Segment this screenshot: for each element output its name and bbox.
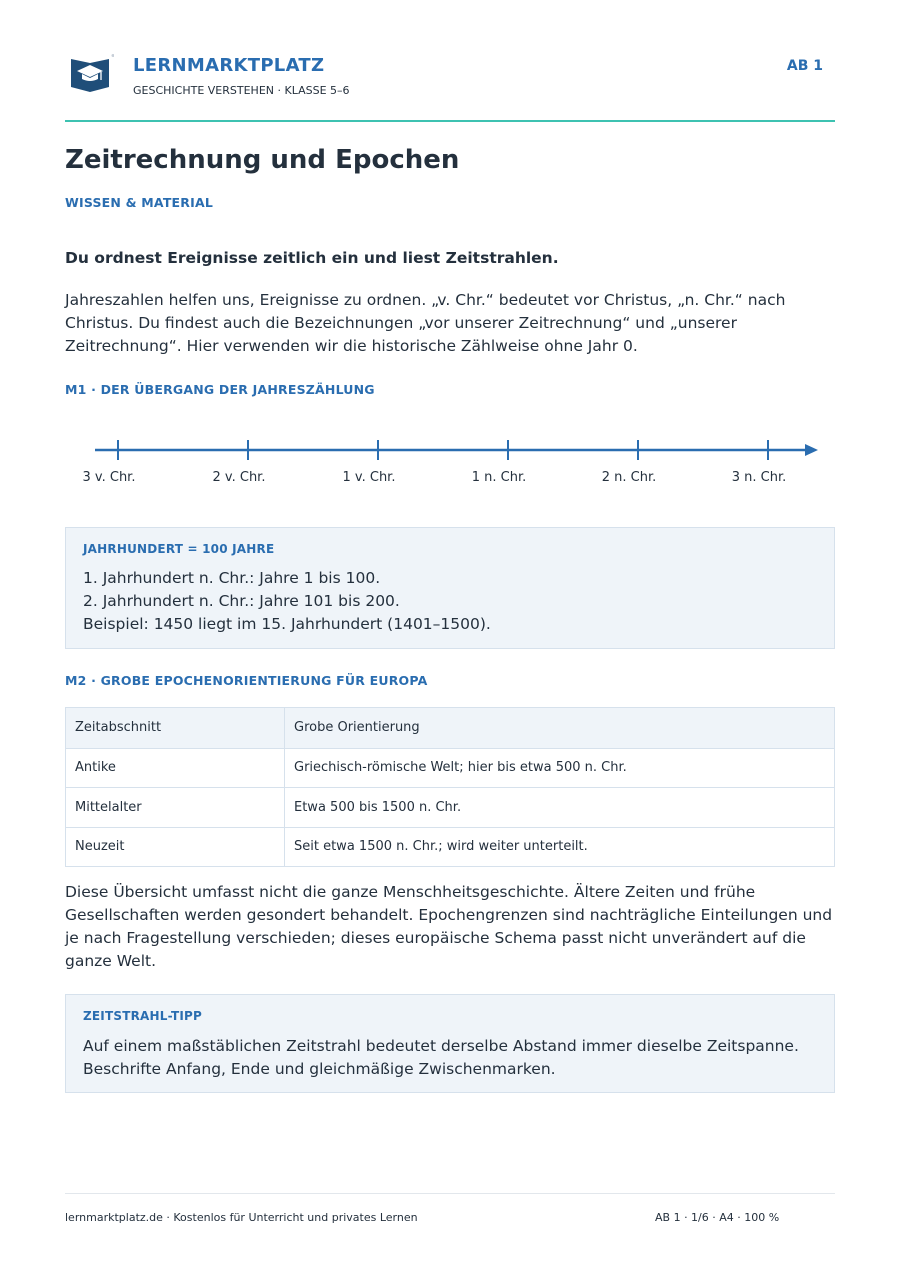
timeline-arrow-icon (805, 444, 818, 456)
brand-name: LERNMARKTPLATZ (133, 55, 325, 76)
sheet-number: AB 1 (786, 58, 823, 74)
century-box (65, 527, 835, 649)
table-cell: Neuzeit (66, 828, 285, 867)
m2-heading: M2 · GROBE EPOCHENORIENTIERUNG FÜR EUROPA (65, 673, 428, 688)
timeline-tick-label: 2 v. Chr. (212, 470, 266, 485)
section-kicker: WISSEN & MATERIAL (65, 195, 214, 210)
footer-website: lernmarktplatz.de · Kostenlos für Unterricht und privates Lernen (65, 1211, 418, 1224)
timeline-tick-label: 2 n. Chr. (601, 470, 657, 485)
table-cell: Griechisch-römische Welt; hier bis etwa 500 n. Chr. (294, 760, 627, 776)
table-row (66, 827, 834, 867)
epoch-table (65, 707, 835, 867)
century-box-heading: JAHRHUNDERT = 100 JAHRE (83, 542, 275, 556)
tip-box-line: Beschrifte Anfang, Ende und gleichmäßige Zwischenmarken. (83, 1060, 556, 1078)
timeline-tick-label: 3 v. Chr. (82, 470, 136, 485)
timeline (65, 430, 835, 490)
table-cell: Antike (66, 749, 285, 788)
timeline-tick-label: 1 n. Chr. (471, 470, 527, 485)
table-header-cell: Zeitabschnitt (66, 708, 285, 748)
table-cell: Mittelalter (66, 788, 285, 827)
learning-goal: Du ordnest Ereignisse zeitlich ein und liest Zeitstrahlen. (65, 249, 559, 267)
table-cell: Etwa 500 bis 1500 n. Chr. (294, 799, 462, 815)
table-header-row (66, 708, 834, 748)
table-header-cell: Grobe Orientierung (294, 720, 420, 736)
footer-divider (65, 1193, 835, 1194)
table-row (66, 748, 834, 788)
page-title: Zeitrechnung und Epochen (65, 145, 460, 175)
page-header (65, 50, 835, 100)
table-row (66, 787, 834, 827)
footer-page-info: AB 1 · 1/6 · A4 · 100 % (655, 1211, 780, 1224)
table-cell: Seit etwa 1500 n. Chr.; wird weiter unterteilt. (294, 839, 588, 855)
graduation-cap-book-icon (68, 53, 114, 93)
timeline-tick-label: 3 n. Chr. (731, 470, 787, 485)
timeline-tick-label: 1 v. Chr. (342, 470, 396, 485)
header-divider (65, 120, 835, 122)
note-paragraph: Diese Übersicht umfasst nicht die ganze Menschheitsgeschichte. Ältere Zeiten und frühe Gesellschaften werden gesondert behandelt. Epochengrenzen sind nachträgliche Einteilungen und je nach Fragestellung verschieden; dieses europäische Schema passt nicht unverändert auf die ganze Welt. (65, 883, 833, 970)
brand-subtitle: GESCHICHTE VERSTEHEN · KLASSE 5–6 (133, 84, 350, 97)
m1-heading: M1 · DER ÜBERGANG DER JAHRESZÄHLUNG (65, 382, 375, 397)
intro-paragraph: Jahreszahlen helfen uns, Ereignisse zu ordnen. „v. Chr.“ bedeutet vor Christus, „n. Chr.“ nach Christus. Du findest auch die Bezeichnungen „vor unserer Zeitrechnung“ und „unserer Zeitrechnung“. Hier verwenden wir die historische Zählweise ohne Jahr 0. (65, 291, 786, 355)
century-box-line: 2. Jahrhundert n. Chr.: Jahre 101 bis 200. (83, 592, 400, 610)
tip-box (65, 994, 835, 1093)
century-box-line: Beispiel: 1450 liegt im 15. Jahrhundert (1401–1500). (83, 615, 491, 633)
tip-box-line: Auf einem maßstäblichen Zeitstrahl bedeutet derselbe Abstand immer dieselbe Zeitspanne. (83, 1037, 799, 1055)
tip-box-heading: ZEITSTRAHL-TIPP (83, 1009, 203, 1023)
century-box-line: 1. Jahrhundert n. Chr.: Jahre 1 bis 100. (83, 569, 381, 587)
